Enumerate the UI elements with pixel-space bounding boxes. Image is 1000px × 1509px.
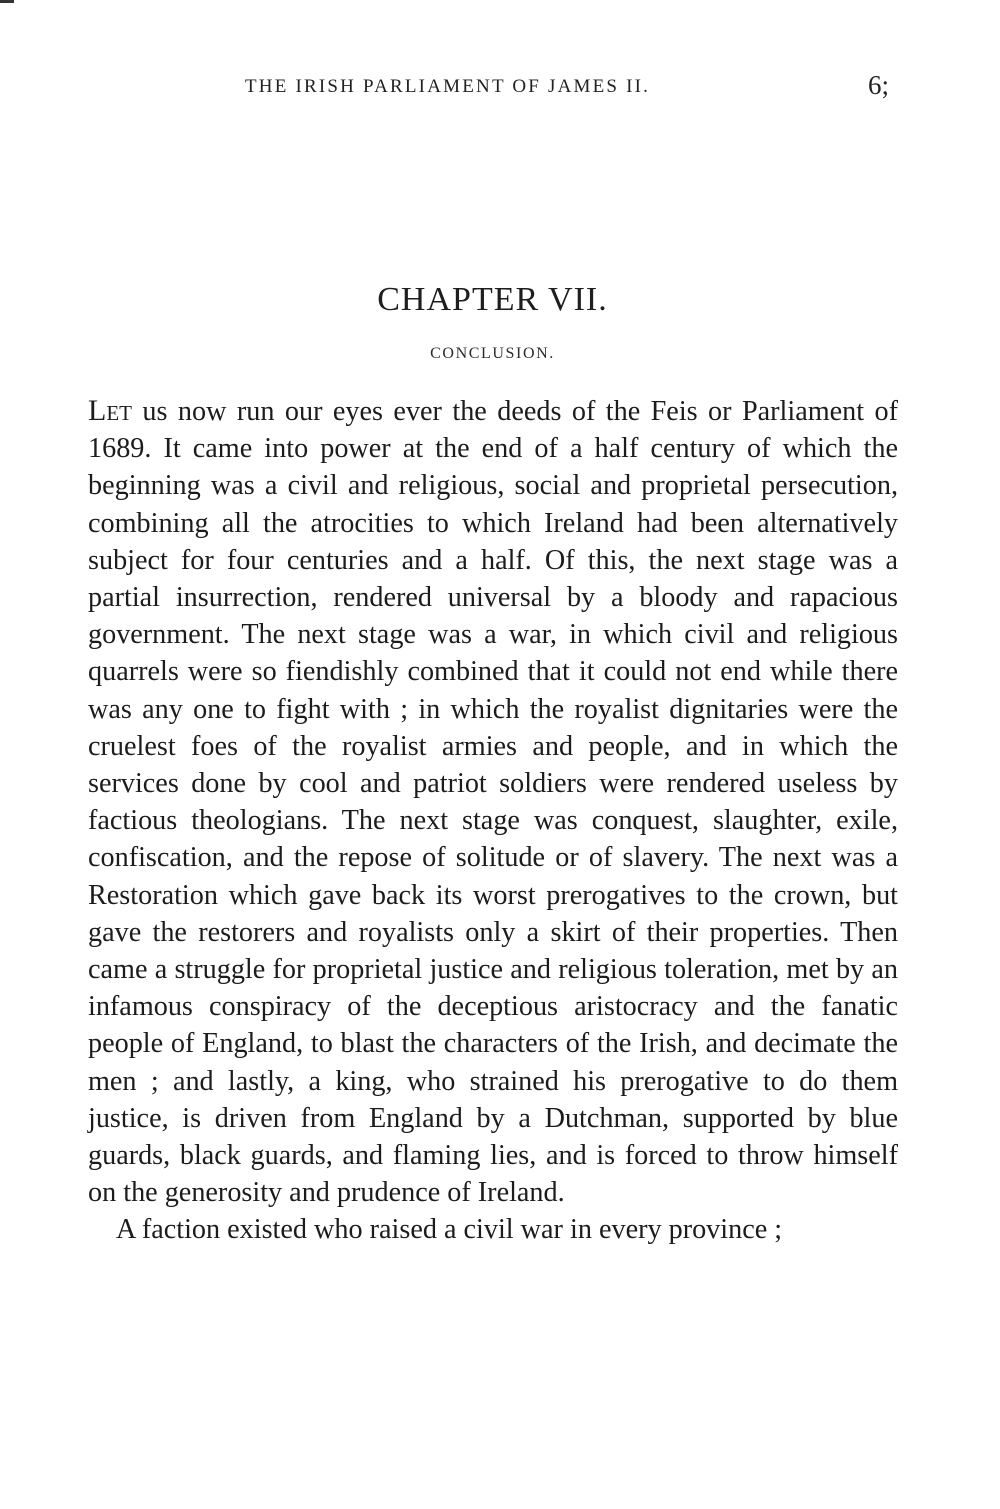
scan-corner-mark [0,0,14,3]
paragraph-text: A faction existed who raised a civil war in every province ; [116,1214,783,1246]
body-text [88,392,898,1249]
chapter-title: CHAPTER VII. [377,281,608,318]
paragraph [88,1211,898,1248]
running-head: THE IRISH PARLIAMENT OF JAMES II. [245,76,651,97]
paragraph-text: us now run our eyes ever the deeds of the Feis or Parliament of 1689. It came into power at the end of a half century of which the beginning was a civil and religious, social and proprietal persecution, combining all the atrocities to which Ireland had been alternatively subject for four centuries and a half. Of this, the next stage was a partial insurrection, rendered universal by a bloody and rapacious government. The next stage was a war, in which civil and religious quarrels were so fiendishly combined that it could not end while there was any one to fight with ; in which the royalist dignitaries were the cruelest foes of the royalist armies and people, and in which the services done by cool and patriot soldiers were rendered useless by factious theologians. The next stage was conquest, slaughter, exile, confiscation, and the repose of solitude or of slavery. The next was a Restoration which gave back its worst prerogatives to the crown, but gave the restorers and royalists only a skirt of their properties. Then came a struggle for proprietal justice and religious toleration, met by an infamous conspiracy of the deceptious aristocracy and the fanatic people of England, to blast the characters of the Irish, and decimate the men ; and lastly, a king, who strained his prerogative to do them justice, is driven from England by a Dutchman, supported by blue guards, black guards, and flaming lies, and is forced to throw himself on the generosity and prudence of Ireland. [88,396,898,1209]
chapter-subtitle: CONCLUSION. [430,345,555,362]
paragraph-lead-word: Let [88,394,132,427]
paragraph [88,392,898,1211]
page-number: 6; [868,70,890,100]
